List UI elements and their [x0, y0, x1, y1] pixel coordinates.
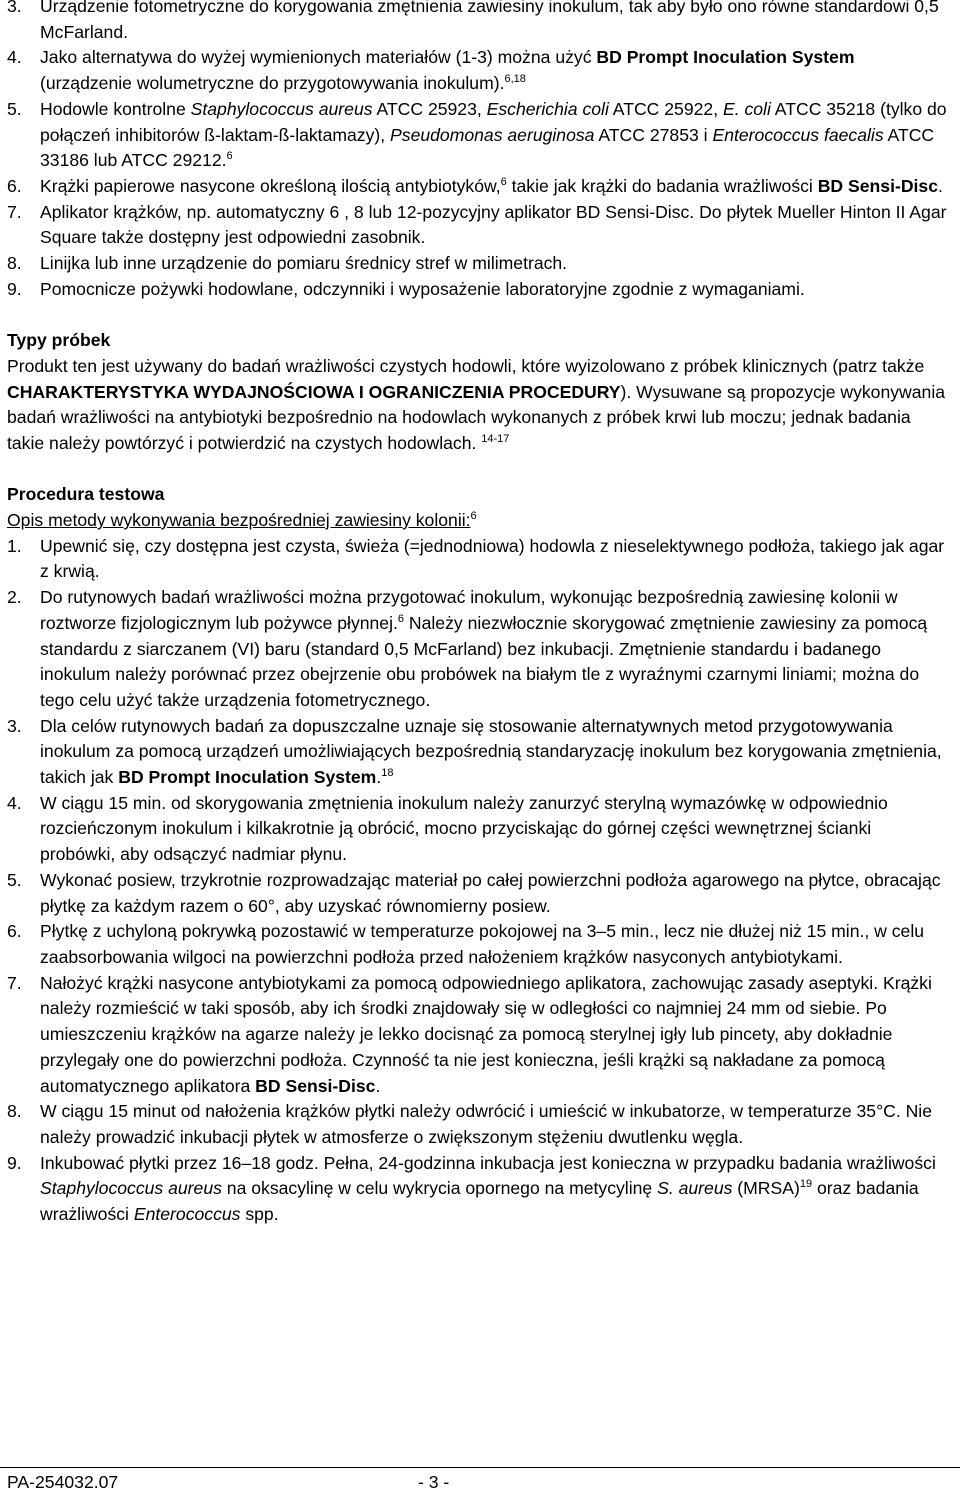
materials-list-item-number: 5. — [7, 98, 22, 119]
procedure-step-item — [7, 791, 947, 868]
materials-list-item — [7, 97, 947, 174]
procedure-step-item — [7, 534, 947, 585]
specimen-paragraph: Produkt ten jest używany do badań wrażliwości czystych hodowli, które wyizolowano z próbek klinicznych (patrz także CHARAKTERYSTYKA WYDAJNOŚCIOWA I OGRANICZENIA PROCEDURY). Wysuwane są propozycje wykonywania badań wrażliwości na antybiotyki bezpośrednio na hodowlach wykonanych z próbek krwi lub moczu; jednak badania takie należy powtórzyć i potwierdzić na czystych hodowlach. $^{14-17}$ — [7, 355, 946, 453]
procedure-step-item-text: Upewnić się, czy dostępna jest czysta, świeża (=jednodniowa) hodowla z nieselektywnego podłoża, takiego jak agar z krwią. — [40, 535, 945, 582]
procedure-subheading-text: Opis metody wykonywania bezpośredniej zawiesiny kolonii: — [7, 510, 471, 531]
materials-list-item-number: 4. — [7, 47, 22, 68]
materials-list-item — [7, 0, 947, 45]
materials-list-item-number: 6. — [7, 175, 22, 196]
procedure-subheading-ref: 6 — [470, 510, 477, 523]
materials-list-item — [7, 277, 947, 303]
document-id: PA-254032.07 — [7, 1472, 119, 1492]
procedure-step-item-text: Płytkę z uchyloną pokrywką pozostawić w temperaturze pokojowej na 3–5 min., lecz nie dłużej niż 15 min., w celu zaabsorbowania wilgoci na powierzchni podłoża przed nałożeniem krążków nasyconych antybiotykami. — [40, 921, 925, 967]
procedure-steps — [7, 534, 947, 1228]
procedure-step-item-number: 1. — [7, 535, 22, 556]
materials-list-item-text: Krążki papierowe nasycone określoną ilością antybiotyków,$^6$ takie jak krążki do badania wrażliwości BD Sensi-Disc. — [40, 175, 943, 196]
procedure-step-item — [7, 585, 947, 714]
materials-list-item-text: Pomocnicze pożywki hodowlane, odczynniki i wyposażenie laboratoryjne zgodnie z wymaganiami. — [40, 278, 805, 299]
materials-list-item — [7, 200, 947, 251]
procedure-step-item-text: W ciągu 15 minut od nałożenia krążków płytki należy odwrócić i umieścić w inkubatorze, w temperaturze 35°C. Nie należy prowadzić inkubacji płytek w atmosferze o zwiększonym stężeniu dwutlenku węgla. — [40, 1101, 932, 1147]
materials-list-item — [7, 174, 947, 200]
materials-list-item-number: 8. — [7, 253, 22, 274]
materials-list — [7, 0, 947, 302]
procedure-step-item-text: Dla celów rutynowych badań za dopuszczalne uznaje się stosowanie alternatywnych metod przygotowywania inokulum za pomocą urządzeń umożliwiających bezpośrednią standaryzację inokulum bez korygowania zmętnienia, takich jak BD Prompt Inoculation System.$^{18}$ — [40, 715, 942, 788]
materials-list-item-text: Aplikator krążków, np. automatyczny 6 , 8 lub 12-pozycyjny aplikator BD Sensi-Disc. Do płytek Mueller Hinton II Agar Square także dostępny jest odpowiedni zasobnik. — [40, 201, 947, 248]
materials-list-item-number: 7. — [7, 201, 22, 222]
page-number: - 3 - — [418, 1472, 450, 1492]
procedure-step-item-number: 7. — [7, 972, 22, 993]
materials-list-item-number: 3. — [7, 0, 22, 16]
procedure-heading: Procedura testowa — [7, 484, 165, 505]
materials-list-item — [7, 251, 947, 277]
page-content — [7, 0, 947, 1228]
procedure-step-item-text: Inkubować płytki przez 16–18 godz. Pełna, 24-godzinna inkubacja jest konieczna w przypadku badania wrażliwości Staphylococcus aureus na oksacylinę w celu wykrycia opornego na metycylinę S. aureus (MRSA)$^{19}$ oraz badania wrażliwości Enterococcus spp. — [40, 1152, 936, 1225]
procedure-step-item — [7, 919, 947, 970]
procedure-step-item-number: 3. — [7, 715, 22, 736]
procedure-step-item-number: 8. — [7, 1101, 22, 1122]
materials-list-item-text: Hodowle kontrolne Staphylococcus aureus ATCC 25923, Escherichia coli ATCC 25922, E. coli ATCC 35218 (tylko do połączeń inhibitorów ß-laktam-ß-laktamazy), Pseudomonas aeruginosa ATCC 27853 i Enterococcus faecalis ATCC 33186 lub ATCC 29212.$^6$ — [40, 98, 947, 171]
procedure-step-item — [7, 868, 947, 919]
specimen-heading: Typy próbek — [7, 330, 111, 351]
materials-list-item-text: Urządzenie fotometryczne do korygowania zmętnienia zawiesiny inokulum, tak aby było ono równe standardowi 0,5 McFarland. — [40, 0, 939, 42]
materials-list-item — [7, 45, 947, 96]
materials-list-item-text: Linijka lub inne urządzenie do pomiaru średnicy stref w milimetrach. — [40, 253, 568, 274]
procedure-step-item-number: 5. — [7, 869, 22, 890]
page-footer — [0, 1467, 960, 1492]
procedure-subheading — [7, 508, 947, 534]
procedure-step-item — [7, 714, 947, 791]
procedure-step-item-text: Do rutynowych badań wrażliwości można przygotować inokulum, wykonując bezpośrednią zawiesinę kolonii w roztworze fizjologicznym lub pożywce płynnej.$^6$ Należy niezwłocznie skorygować zmętnienie zawiesiny za pomocą standardu z siarczanem (VI) baru (standard 0,5 McFarland) bez inkubacji. Zmętnienie standardu i badanego inokulum należy porównać przez obejrzenie obu probówek na białym tle z wyraźnymi czarnymi liniami; można do tego celu użyć także urządzenia fotometrycznego. — [40, 587, 928, 710]
procedure-step-item-number: 4. — [7, 792, 22, 813]
procedure-step-item — [7, 971, 947, 1100]
procedure-step-item-text: Wykonać posiew, trzykrotnie rozprowadzając materiał po całej powierzchni podłoża agarowego na płytce, obracając płytkę za każdym razem o 60°, aby uzyskać równomierny posiew. — [40, 869, 941, 916]
procedure-step-item — [7, 1099, 947, 1150]
procedure-step-item-text: Nałożyć krążki nasycone antybiotykami za pomocą odpowiedniego aplikatora, zachowując zasady aseptyki. Krążki należy rozmieścić w taki sposób, aby ich środki znajdowały się w odległości co najmniej 24 mm od siebie. Po umieszczeniu krążków na agarze należy je lekko docisnąć za pomocą sterylnej igły lub pincety, aby dokładnie przylegały one do powierzchni podłoża. Czynność ta nie jest konieczna, jeśli krążki są nakładane za pomocą automatycznego aplikatora BD Sensi-Disc. — [40, 972, 932, 1096]
procedure-step-item — [7, 1151, 947, 1228]
procedure-step-item-number: 2. — [7, 587, 22, 608]
procedure-step-item-number: 6. — [7, 921, 22, 942]
procedure-step-item-text: W ciągu 15 min. od skorygowania zmętnienia inokulum należy zanurzyć sterylną wymazówkę w odpowiednio rozcieńczonym inokulum i kilkakrotnie ją obrócić, mocno przyciskając do górnej części wewnętrznej ścianki probówki, aby odsączyć nadmiar płynu. — [40, 792, 888, 865]
materials-list-item-number: 9. — [7, 278, 22, 299]
procedure-step-item-number: 9. — [7, 1152, 22, 1173]
materials-list-item-text: Jako alternatywa do wyżej wymienionych materiałów (1-3) można użyć BD Prompt Inoculation System (urządzenie wolumetryczne do przygotowywania inokulum).$^{6,18}$ — [40, 47, 855, 94]
